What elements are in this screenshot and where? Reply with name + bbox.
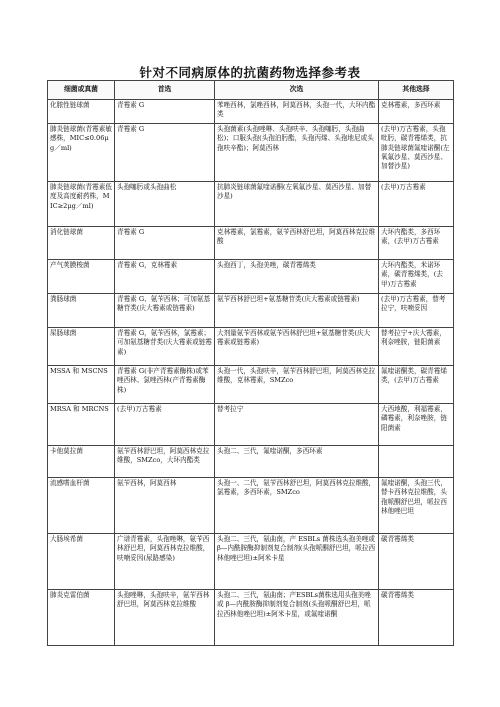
first-choice-cell: 头孢唑啉，头孢呋辛，氨苄西林舒巴坦，阿莫西林克拉维酸 xyxy=(115,590,215,646)
table-row xyxy=(48,404,454,446)
table-row xyxy=(48,446,454,478)
pathogen-cell: 大肠埃希菌 xyxy=(48,534,115,590)
column-header: 其他选择 xyxy=(379,81,454,100)
pathogen-cell: MRSA 和 MRCNS xyxy=(48,404,115,446)
pathogen-cell: 化脓性链球菌 xyxy=(48,100,115,124)
column-header: 首选 xyxy=(115,81,215,100)
second-choice-cell: 头孢一、二代，氨苄西林舒巴坦，阿莫西林克拉维酸，氯霉素，多西环素，SMZco xyxy=(215,478,379,534)
second-choice-cell: 头孢二、三代，氟喹诺酮，多西环素 xyxy=(215,446,379,478)
pathogen-cell: 肺炎链球菌(青霉素低度及高度耐药株，MIC≥2μg／ml) xyxy=(48,182,115,227)
pathogen-cell: 屎肠球菌 xyxy=(48,328,115,366)
pathogen-cell: 粪肠球菌 xyxy=(48,294,115,328)
other-choice-cell: (去甲)万古霉素，替考拉宁，呋喃妥因 xyxy=(379,294,454,328)
second-choice-cell: 头孢菌素(头孢唑啉、头孢呋辛、头孢噻肟，头孢曲松)；口服头孢(头孢泊肟酯，头孢丙烯、头孢地尼或头孢呋辛酯)；阿莫西林 xyxy=(215,124,379,182)
other-choice-cell: (去甲)万古霉素，头孢吡肟，碳青霉烯类，抗肺炎链球菌氟喹诺酮(左氧氟沙星、莫西沙星、加替沙星) xyxy=(379,124,454,182)
other-choice-cell: 碳青霉烯类 xyxy=(379,590,454,646)
pathogen-cell: 流感嗜血杆菌 xyxy=(48,478,115,534)
other-choice-cell: 大西地酸，利福霉素，磷霉素，利奈唑胺，链阳菌素 xyxy=(379,404,454,446)
table-row xyxy=(48,124,454,182)
table-row xyxy=(48,534,454,590)
antibiotic-table xyxy=(47,80,454,646)
pathogen-cell: MSSA 和 MSCNS xyxy=(48,366,115,404)
table-row xyxy=(48,227,454,260)
first-choice-cell: 青霉素 G xyxy=(115,227,215,260)
second-choice-cell: 头孢二、三代，氨曲南；产ESBLs菌株选用头孢美唑或 β—内酰胺酶抑制剂复合制剂(头孢哌酮舒巴坦，哌拉西林他唑巴坦)±阿米卡星，或氟喹诺酮 xyxy=(215,590,379,646)
second-choice-cell: 头孢一代，头孢呋辛，氨苄西林舒巴坦，阿莫西林克拉维酸，克林霉素，SMZco xyxy=(215,366,379,404)
table-header-row xyxy=(48,81,454,100)
second-choice-cell: 克林霉素，氯霉素，氨苄西林舒巴坦，阿莫西林克拉维酸 xyxy=(215,227,379,260)
other-choice-cell: 大环内酯类，米诺环素，碳青霉烯类，(去甲)万古霉素 xyxy=(379,260,454,294)
pathogen-cell: 消化链球菌 xyxy=(48,227,115,260)
page-title: 针对不同病原体的抗菌药物选择参考表 xyxy=(139,65,361,80)
first-choice-cell: 广谱青霉素，头孢唑啉，氨苄西林舒巴坦，阿莫西林克拉维酸，呋喃妥因(尿路感染) xyxy=(115,534,215,590)
table-row xyxy=(48,328,454,366)
first-choice-cell: 青霉素 G xyxy=(115,124,215,182)
table-row xyxy=(48,100,454,124)
other-choice-cell: 碳青霉烯类 xyxy=(379,534,454,590)
pathogen-cell: 肺炎链球菌(青霉素敏感株，MIC≤0.06μg／ml) xyxy=(48,124,115,182)
first-choice-cell: 青霉素 G、氨苄西林；可加氨基糖苷类(庆大霉素或链霉素) xyxy=(115,294,215,328)
other-choice-cell: 氟喹诺酮，头孢三代，替卡西林克拉维酸，头孢哌酮舒巴坦，哌拉西林他唑巴坦 xyxy=(379,478,454,534)
first-choice-cell: 头孢噻肟或头孢曲松 xyxy=(115,182,215,227)
other-choice-cell xyxy=(379,446,454,478)
second-choice-cell: 大剂量氨苄西林或氨苄西林舒巴坦+氨基糖苷类(庆大霉素或链霉素) xyxy=(215,328,379,366)
pathogen-cell: 卡他莫拉菌 xyxy=(48,446,115,478)
other-choice-cell: (去甲)万古霉素 xyxy=(379,182,454,227)
second-choice-cell: 替考拉宁 xyxy=(215,404,379,446)
first-choice-cell: 青霉素 G(非产青霉素酶株)或苯唑西林、氯唑西林(产青霉素酶株) xyxy=(115,366,215,404)
table-row xyxy=(48,478,454,534)
table-row xyxy=(48,366,454,404)
column-header: 次选 xyxy=(215,81,379,100)
table-row xyxy=(48,182,454,227)
second-choice-cell: 氨苄西林舒巴坦+氨基糖苷类(庆大霉素或链霉素) xyxy=(215,294,379,328)
other-choice-cell: 克林霉素，多西环素 xyxy=(379,100,454,124)
other-choice-cell: 替考拉宁+庆大霉素，利奈唑胺，链阳菌素 xyxy=(379,328,454,366)
pathogen-cell: 产气荚膜梭菌 xyxy=(48,260,115,294)
pathogen-cell: 肺炎克雷伯菌 xyxy=(48,590,115,646)
other-choice-cell: 氟喹诺酮类，碳青霉烯类，(去甲)万古霉素 xyxy=(379,366,454,404)
second-choice-cell: 苯唑西林，氯唑西林，阿莫西林，头孢一代，大环内酯类 xyxy=(215,100,379,124)
first-choice-cell: 青霉素 G，克林霉素 xyxy=(115,260,215,294)
first-choice-cell: 青霉素 G，氨苄西林，氯霉素；可加氨基糖苷类(庆大霉素或链霉素) xyxy=(115,328,215,366)
second-choice-cell: 头孢二、三代，氨曲南，产 ESBLs 菌株选头孢美唑或 β—内酰胺酶抑制剂复合制剂(头孢哌酮舒巴坦，哌拉西林他唑巴坦)±阿米卡星 xyxy=(215,534,379,590)
table-row xyxy=(48,590,454,646)
first-choice-cell: 氨苄西林舒巴坦，阿莫西林克拉维酸，SMZco，大环内酯类 xyxy=(115,446,215,478)
table-row xyxy=(48,294,454,328)
other-choice-cell: 大环内酯类，多西环素，(去甲)万古霉素 xyxy=(379,227,454,260)
first-choice-cell: 氨苄西林，阿莫西林 xyxy=(115,478,215,534)
first-choice-cell: 青霉素 G xyxy=(115,100,215,124)
first-choice-cell: (去甲)万古霉素 xyxy=(115,404,215,446)
column-header: 细菌或真菌 xyxy=(48,81,115,100)
second-choice-cell: 头孢西丁，头孢美唑，碳青霉烯类 xyxy=(215,260,379,294)
second-choice-cell: 抗肺炎链球菌氟喹诺酮(左氧氟沙星、莫西沙星、加替沙星) xyxy=(215,182,379,227)
table-body xyxy=(48,100,454,646)
table-row xyxy=(48,260,454,294)
